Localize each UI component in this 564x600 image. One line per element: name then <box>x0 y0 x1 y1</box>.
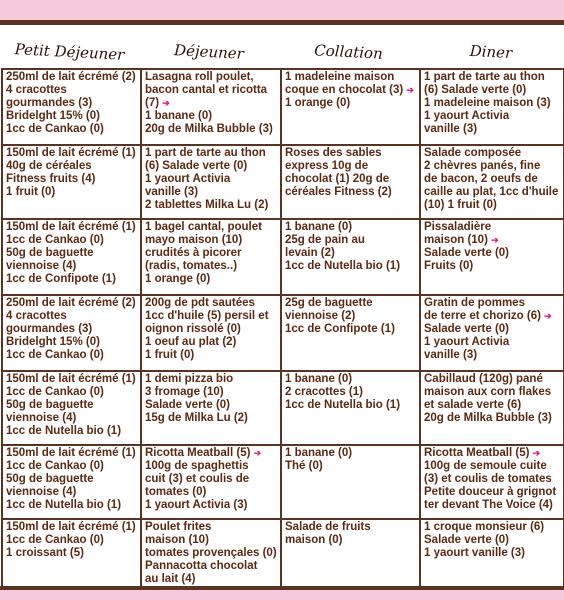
food-text: 1 fruit (0) <box>145 349 195 361</box>
food-line <box>285 234 416 247</box>
food-text: 25g de baguette <box>285 297 373 309</box>
top-pink-band <box>0 0 564 20</box>
food-line <box>424 186 560 199</box>
meal-cell-diner <box>420 145 564 219</box>
food-text: Roses des sables <box>285 147 382 159</box>
arrow-right-icon: ➔ <box>532 448 541 458</box>
food-line <box>6 399 137 412</box>
food-line <box>6 386 137 399</box>
food-text: Salade composée <box>424 147 522 159</box>
food-text: (10) 1 fruit (0) <box>424 199 497 211</box>
food-line <box>6 186 137 199</box>
food-text: Fruits (0) <box>424 260 474 272</box>
food-line <box>285 97 416 110</box>
food-text: 1 yaourt Activia <box>145 173 231 185</box>
food-text: Salade verte (0) <box>424 323 510 335</box>
food-text: au lait (4) <box>145 573 196 585</box>
meal-cell-diner <box>420 219 564 295</box>
food-line <box>6 349 137 362</box>
food-line <box>285 386 416 399</box>
food-text: 1 banane (0) <box>285 221 353 233</box>
food-text: 1 oeuf au plat (2) <box>145 336 237 348</box>
food-text: 1 orange (0) <box>145 273 211 285</box>
food-line <box>424 499 560 512</box>
food-line <box>145 123 277 136</box>
food-text: 1cc de Cankao (0) <box>6 460 104 472</box>
food-text: crudités à picorer <box>145 247 242 259</box>
day-row <box>2 145 564 219</box>
food-line <box>6 447 137 460</box>
food-text: 200g de pdt sautées <box>145 297 255 309</box>
food-line <box>145 247 277 260</box>
food-line <box>424 97 560 110</box>
meal-cell-dejeuner <box>141 519 281 589</box>
food-text: tomates provençales (0) <box>145 547 277 559</box>
food-text: (radis, tomates..) <box>145 260 238 272</box>
food-line <box>424 447 560 460</box>
food-text: (6) Salade verte (0) <box>145 160 248 172</box>
meal-cell-petit-dejeuner <box>2 295 141 371</box>
food-line <box>145 486 277 499</box>
food-line <box>145 386 277 399</box>
food-line <box>145 547 277 560</box>
meal-cell-petit-dejeuner <box>2 219 141 295</box>
food-line <box>285 247 416 260</box>
food-text: 1cc de Nutella bio (1) <box>285 399 401 411</box>
food-text: Cabillaud (120g) pané <box>424 373 543 385</box>
meal-cell-diner <box>420 69 564 145</box>
food-text: vanille (3) <box>424 349 478 361</box>
bottom-pink-band <box>0 590 564 600</box>
food-line <box>424 297 560 310</box>
food-text: 1cc de Cankao (0) <box>6 123 104 135</box>
food-text: 2 chèvres panés, fine <box>424 160 541 172</box>
food-text: 20g de Milka Bubble (3) <box>424 412 552 424</box>
food-text: 150ml de lait écrémé (1) <box>6 373 136 385</box>
food-line <box>424 399 560 412</box>
food-text: Fitness fruits (4) <box>6 173 96 185</box>
food-line <box>6 521 137 534</box>
food-text: viennoise (2) <box>285 310 356 322</box>
food-line <box>424 247 560 260</box>
food-text: 1cc de Cankao (0) <box>6 534 104 546</box>
day-row <box>2 295 564 371</box>
food-text: 1 banane (0) <box>285 447 353 459</box>
food-line <box>424 221 560 234</box>
food-line <box>145 273 277 286</box>
food-line <box>6 499 137 512</box>
food-line <box>145 310 277 323</box>
food-text: 250ml de lait écrémé (2) <box>6 71 136 83</box>
food-line <box>424 386 560 399</box>
food-text: Salade verte (0) <box>145 399 231 411</box>
food-line <box>6 486 137 499</box>
food-text: maison (10) <box>424 234 488 246</box>
food-line <box>6 234 137 247</box>
food-line <box>145 84 277 97</box>
food-text: levain (2) <box>285 247 335 259</box>
food-line <box>285 173 416 186</box>
food-line <box>145 186 277 199</box>
food-line <box>6 547 137 560</box>
meal-cell-collation <box>281 69 420 145</box>
food-text: 100g de spaghettis <box>145 460 249 472</box>
food-text: (6) Salade verte (0) <box>424 84 527 96</box>
food-line <box>145 97 277 110</box>
food-line <box>145 323 277 336</box>
meal-cell-collation <box>281 295 420 371</box>
food-text: 150ml de lait écrémé (1) <box>6 147 136 159</box>
food-line <box>6 460 137 473</box>
food-text: Bridelght 15% (0) <box>6 336 100 348</box>
food-line <box>424 160 560 173</box>
meal-cell-dejeuner <box>141 219 281 295</box>
meal-cell-petit-dejeuner <box>2 519 141 589</box>
food-text: et salade verte (6) <box>424 399 522 411</box>
food-line <box>424 110 560 123</box>
food-line <box>285 521 416 534</box>
food-line <box>285 310 416 323</box>
food-line <box>145 521 277 534</box>
meal-cell-diner <box>420 519 564 589</box>
food-text: Ricotta Meatball (5) <box>145 447 251 459</box>
food-text: Petite douceur à grignot <box>424 486 557 498</box>
food-line <box>6 297 137 310</box>
food-line <box>145 336 277 349</box>
food-line <box>424 147 560 160</box>
food-text: 1 part de tarte au thon <box>424 71 545 83</box>
food-text: oignon rissolé (0) <box>145 323 241 335</box>
food-line <box>6 425 137 438</box>
food-line <box>285 147 416 160</box>
food-text: 4 cracottes <box>6 310 67 322</box>
food-line <box>145 160 277 173</box>
header-collation: Collation <box>313 41 384 63</box>
food-line <box>145 297 277 310</box>
food-line <box>424 199 560 212</box>
food-text: 1cc de Nutella bio (1) <box>285 260 401 272</box>
food-line <box>145 473 277 486</box>
meal-cell-dejeuner <box>141 445 281 519</box>
food-line <box>285 260 416 273</box>
food-text: 150ml de lait écrémé (1) <box>6 221 136 233</box>
food-line <box>6 273 137 286</box>
meal-cell-dejeuner <box>141 371 281 445</box>
day-row <box>2 519 564 589</box>
food-text: ter devant The Voice (4) <box>424 499 553 511</box>
meal-cell-collation <box>281 219 420 295</box>
meal-cell-collation <box>281 519 420 589</box>
food-text: bacon cantal et ricotta <box>145 84 268 96</box>
meal-cell-collation <box>281 371 420 445</box>
food-line <box>6 323 137 336</box>
food-text: (7) <box>145 97 160 109</box>
food-line <box>145 71 277 84</box>
meal-cell-petit-dejeuner <box>2 69 141 145</box>
header-dejeuner: Déjeuner <box>173 41 245 63</box>
food-text: caille au plat, 1cc d'huile <box>424 186 559 198</box>
food-line <box>285 186 416 199</box>
food-line <box>145 499 277 512</box>
food-line <box>285 373 416 386</box>
food-text: Poulet frites <box>145 521 212 533</box>
food-line <box>424 323 560 336</box>
food-line <box>6 84 137 97</box>
food-line <box>6 221 137 234</box>
food-line <box>424 486 560 499</box>
food-text: Bridelght 15% (0) <box>6 110 100 122</box>
food-line <box>145 460 277 473</box>
food-text: vanille (3) <box>145 186 199 198</box>
food-text: 25g de pain au <box>285 234 365 246</box>
food-line <box>145 349 277 362</box>
food-line <box>285 323 416 336</box>
food-line <box>145 260 277 273</box>
meal-cell-dejeuner <box>141 69 281 145</box>
food-line <box>6 247 137 260</box>
meal-cell-diner <box>420 371 564 445</box>
food-line <box>145 534 277 547</box>
food-text: tomates (0) <box>145 486 207 498</box>
food-text: 1 banane (0) <box>285 373 353 385</box>
food-line <box>145 221 277 234</box>
food-text: Thé (0) <box>285 460 323 472</box>
day-row <box>2 445 564 519</box>
food-line <box>6 534 137 547</box>
food-text: 4 cracottes <box>6 84 67 96</box>
food-line <box>285 460 416 473</box>
food-line <box>6 336 137 349</box>
column-headers <box>0 36 564 68</box>
food-line <box>285 534 416 547</box>
food-line <box>6 260 137 273</box>
day-row <box>2 371 564 445</box>
food-line <box>424 349 560 362</box>
arrow-right-icon: ➔ <box>253 448 262 458</box>
food-line <box>145 373 277 386</box>
food-text: 1 demi pizza bio <box>145 373 234 385</box>
food-text: mayo maison (10) <box>145 234 243 246</box>
food-text: 2 cracottes (1) <box>285 386 363 398</box>
meal-cell-petit-dejeuner <box>2 371 141 445</box>
food-text: 3 fromage (10) <box>145 386 224 398</box>
food-line <box>6 310 137 323</box>
food-line <box>6 147 137 160</box>
food-text: 1 madeleine maison <box>285 71 395 83</box>
food-text: 1 yaourt vanille (3) <box>424 547 525 559</box>
food-line <box>145 147 277 160</box>
food-text: 1cc de Cankao (0) <box>6 234 104 246</box>
meal-cell-diner <box>420 295 564 371</box>
food-text: céréales Fitness (2) <box>285 186 392 198</box>
food-line <box>6 97 137 110</box>
arrow-right-icon: ➔ <box>544 311 552 321</box>
arrow-right-icon: ➔ <box>162 98 170 108</box>
food-text: maison aux corn flakes <box>424 386 552 398</box>
food-line <box>285 399 416 412</box>
food-text: Ricotta Meatball (5) <box>424 447 530 459</box>
food-text: 1 banane (0) <box>145 110 213 122</box>
arrow-right-icon: ➔ <box>406 85 414 95</box>
food-text: express 10g de <box>285 160 369 172</box>
food-line <box>6 160 137 173</box>
food-text: vanille (3) <box>424 123 478 135</box>
food-text: coque en chocolat (3) <box>285 84 404 96</box>
food-text: viennoise (4) <box>6 412 77 424</box>
food-text: 1 bagel cantal, poulet <box>145 221 262 233</box>
food-line <box>285 221 416 234</box>
food-text: 1 croissant (5) <box>6 547 84 559</box>
food-line <box>285 160 416 173</box>
food-text: cuit (3) et coulis de <box>145 473 250 485</box>
food-text: 1 fruit (0) <box>6 186 56 198</box>
food-text: viennoise (4) <box>6 486 77 498</box>
food-text: 20g de Milka Bubble (3) <box>145 123 273 135</box>
arrow-right-icon: ➔ <box>491 235 499 245</box>
food-text: 250ml de lait écrémé (2) <box>6 297 136 309</box>
header-diner: Diner <box>469 41 513 63</box>
food-text: 1 yaourt Activia (3) <box>145 499 248 511</box>
food-line <box>424 173 560 186</box>
food-text: 50g de baguette <box>6 473 94 485</box>
food-text: chocolat (1) 20g de <box>285 173 390 185</box>
food-line <box>6 110 137 123</box>
food-line <box>145 234 277 247</box>
food-text: 1cc de Nutella bio (1) <box>6 425 122 437</box>
food-text: (3) et coulis de tomates <box>424 473 552 485</box>
food-line <box>424 84 560 97</box>
food-text: 2 tablettes Milka Lu (2) <box>145 199 269 211</box>
food-text: 1 orange (0) <box>285 97 351 109</box>
food-line <box>424 260 560 273</box>
food-line <box>6 71 137 84</box>
food-text: Salade verte (0) <box>424 534 510 546</box>
food-text: 50g de baguette <box>6 247 94 259</box>
food-text: gourmandes (3) <box>6 323 93 335</box>
meal-cell-petit-dejeuner <box>2 145 141 219</box>
food-text: 15g de Milka Lu (2) <box>145 412 248 424</box>
food-line <box>6 412 137 425</box>
food-line <box>424 336 560 349</box>
food-text: 50g de baguette <box>6 399 94 411</box>
food-text: 1cc de Confipote (1) <box>6 273 116 285</box>
meal-plan-table <box>1 68 564 590</box>
food-text: Lasagna roll poulet, <box>145 71 254 83</box>
food-line <box>424 547 560 560</box>
food-line <box>145 412 277 425</box>
food-line <box>424 521 560 534</box>
food-text: 1cc de Nutella bio (1) <box>6 499 122 511</box>
day-row <box>2 219 564 295</box>
food-line <box>424 71 560 84</box>
food-line <box>285 447 416 460</box>
food-text: 40g de céréales <box>6 160 92 172</box>
food-text: 100g de semoule cuite <box>424 460 547 472</box>
food-line <box>424 460 560 473</box>
food-line <box>424 473 560 486</box>
meal-cell-dejeuner <box>141 295 281 371</box>
food-text: de terre et chorizo (6) <box>424 310 541 322</box>
food-line <box>145 199 277 212</box>
food-text: 1cc d'huile (5) persil et <box>145 310 269 322</box>
food-line <box>145 173 277 186</box>
food-text: 150ml de lait écrémé (1) <box>6 447 136 459</box>
food-line <box>285 84 416 97</box>
food-text: 1cc de Cankao (0) <box>6 386 104 398</box>
food-text: 1 yaourt Activia <box>424 336 510 348</box>
food-line <box>6 173 137 186</box>
food-text: 1 croque monsieur (6) <box>424 521 545 533</box>
food-line <box>6 373 137 386</box>
food-text: 1 yaourt Activia <box>424 110 510 122</box>
meal-cell-collation <box>281 445 420 519</box>
food-line <box>285 71 416 84</box>
food-line <box>145 110 277 123</box>
top-brown-rule <box>0 20 564 25</box>
food-line <box>145 573 277 586</box>
food-line <box>6 123 137 136</box>
meal-cell-petit-dejeuner <box>2 445 141 519</box>
food-text: Salade verte (0) <box>424 247 510 259</box>
food-line <box>285 297 416 310</box>
food-line <box>424 412 560 425</box>
food-text: Salade de fruits <box>285 521 371 533</box>
meal-cell-collation <box>281 145 420 219</box>
food-line <box>424 534 560 547</box>
meal-cell-dejeuner <box>141 145 281 219</box>
food-text: 1 part de tarte au thon <box>145 147 266 159</box>
day-row <box>2 69 564 145</box>
header-petit-dejeuner: Petit Déjeuner <box>14 40 125 64</box>
food-text: maison (10) <box>145 534 209 546</box>
food-line <box>145 399 277 412</box>
food-line <box>424 373 560 386</box>
food-text: Gratin de pommes <box>424 297 525 309</box>
food-line <box>145 560 277 573</box>
meal-cell-diner <box>420 445 564 519</box>
food-line <box>424 310 560 323</box>
food-text: 1cc de Confipote (1) <box>285 323 395 335</box>
food-line <box>6 473 137 486</box>
food-text: 1 madeleine maison (3) <box>424 97 551 109</box>
food-line <box>424 234 560 247</box>
food-line <box>145 447 277 460</box>
food-text: 150ml de lait écrémé (1) <box>6 521 136 533</box>
food-text: maison (0) <box>285 534 343 546</box>
food-text: 1cc de Cankao (0) <box>6 349 104 361</box>
food-line <box>424 123 560 136</box>
food-text: viennoise (4) <box>6 260 77 272</box>
food-text: Pannacotta chocolat <box>145 560 258 572</box>
food-text: gourmandes (3) <box>6 97 93 109</box>
food-text: de bacon, 2 oeufs de <box>424 173 538 185</box>
food-text: Pissaladière <box>424 221 492 233</box>
